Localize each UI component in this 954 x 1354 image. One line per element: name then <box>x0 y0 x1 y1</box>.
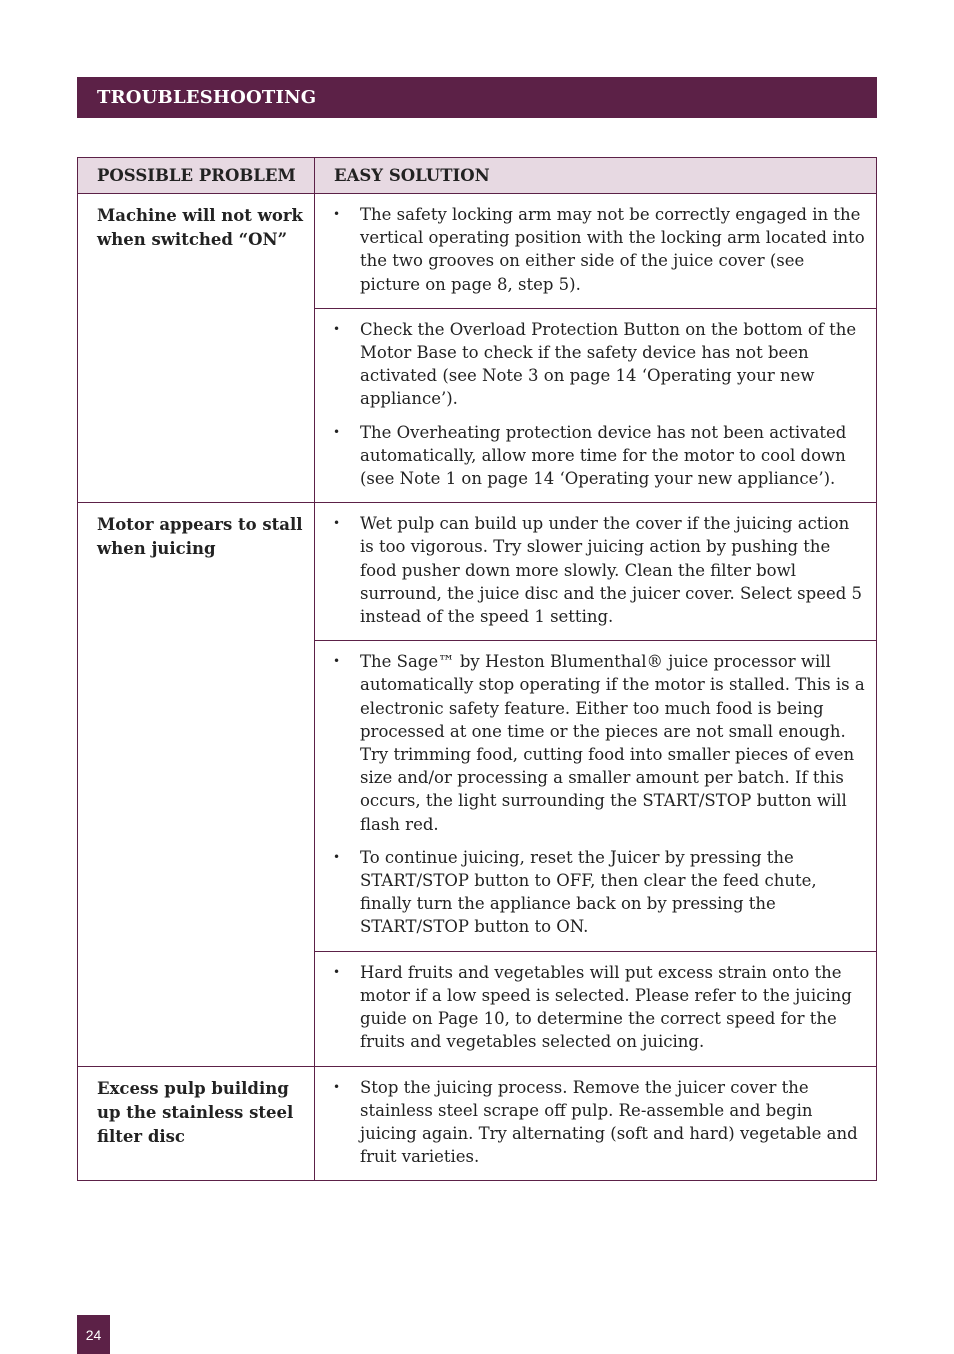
solution-item <box>333 421 866 491</box>
solution-item <box>333 512 866 628</box>
bullet-icon: • <box>333 964 341 979</box>
bullet-icon: • <box>333 654 341 669</box>
solution-item <box>333 1076 866 1169</box>
page-number: 24 <box>77 1315 110 1354</box>
troubleshooting-table <box>77 157 877 1181</box>
problem-cell: Excess pulp building up the stainless steel filter disc <box>78 1066 315 1181</box>
bullet-icon: • <box>333 424 341 439</box>
solution-list <box>333 512 866 628</box>
solution-cell <box>315 194 877 309</box>
solution-item <box>333 650 866 836</box>
solution-item <box>333 961 866 1054</box>
solution-text: To continue juicing, reset the Juicer by pressing the START/STOP button to OFF, then clear the feed chute, finally turn the appliance back on by pressing the START/STOP button to ON. <box>360 847 817 937</box>
solution-list <box>333 1076 866 1169</box>
solution-text: The Overheating protection device has not been activated automatically, allow more time for the motor to cool down (see Note 1 on page 14 ‘Operating your new appliance’). <box>360 422 847 489</box>
bullet-icon: • <box>333 849 341 864</box>
bullet-icon: • <box>333 1079 341 1094</box>
solution-cell <box>315 1066 877 1181</box>
column-header-problem: POSSIBLE PROBLEM <box>78 158 315 194</box>
bullet-icon: • <box>333 207 341 221</box>
section-header-bar <box>77 77 877 118</box>
problem-cell: Motor appears to stall when juicing <box>78 503 315 1066</box>
section-title: TROUBLESHOOTING <box>97 87 317 108</box>
problem-cell: Machine will not work when switched “ON” <box>78 194 315 503</box>
solution-item <box>333 318 866 411</box>
table-row <box>78 1066 877 1181</box>
solution-item <box>333 846 866 939</box>
solution-cell <box>315 951 877 1066</box>
solution-text: Hard fruits and vegetables will put excess strain onto the motor if a low speed is selected. Please refer to the juicing guide on Page 10, to determine the correct speed for the fruits and vegetables selected on juicing. <box>360 962 852 1052</box>
solution-item <box>333 203 866 296</box>
solution-text: Stop the juicing process. Remove the juicer cover the stainless steel scrape off pulp. Re-assemble and begin juicing again. Try alternating (soft and hard) vegetable and fruit varieties. <box>360 1077 858 1167</box>
solution-list <box>333 650 866 938</box>
solution-text: The safety locking arm may not be correctly engaged in the vertical operating position with the locking arm located into the two grooves on either side of the juice cover (see picture on page 8, step 5). <box>360 205 865 294</box>
table-row <box>78 194 877 309</box>
bullet-icon: • <box>333 516 341 531</box>
table-header-row <box>78 158 877 194</box>
solution-text: Check the Overload Protection Button on the bottom of the Motor Base to check if the safety device has not been activated (see Note 3 on page 14 ‘Operating your new appliance’). <box>360 319 857 409</box>
column-header-solution: EASY SOLUTION <box>315 158 877 194</box>
bullet-icon: • <box>333 321 341 336</box>
solution-text: The Sage™ by Heston Blumenthal® juice processor will automatically stop operating if the motor is stalled. This is a electronic safety feature. Either too much food is being processed at one time or the pieces are not small enough. Try trimming food, cutting food into smaller pieces of even size and/or processing a smaller amount per batch. If this occurs, the light surrounding the START/STOP button will flash red. <box>360 652 865 834</box>
solution-list <box>333 961 866 1054</box>
solution-text: Wet pulp can build up under the cover if the juicing action is too vigorous. Try slower juicing action by pushing the food pusher down more slowly. Clean the filter bowl surround, the juice disc and the juicer cover. Select speed 5 instead of the speed 1 setting. <box>360 514 863 627</box>
solution-list <box>333 203 866 296</box>
solution-cell <box>315 308 877 502</box>
solution-cell <box>315 641 877 951</box>
solution-list <box>333 318 866 490</box>
table-row <box>78 503 877 641</box>
solution-cell <box>315 503 877 641</box>
